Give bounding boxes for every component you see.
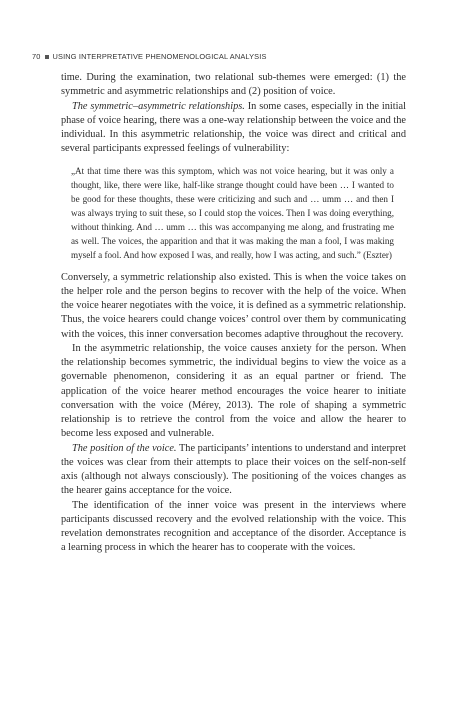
subtheme-heading-symmetric-asymmetric: The symmetric–asymmetric relationships.: [72, 100, 245, 112]
paragraph-5: [61, 442, 406, 499]
running-head: [32, 52, 267, 61]
paragraph-5-text: The participants’ intentions to understand and interpret the voices was clear from their attempts to place their voices on the self-non-self axis (although not always consciously). The positioning of the voices changes as the hearer gains acceptance for the voice.: [61, 442, 406, 497]
block-quote: „At that time there was this symptom, which was not voice hearing, but it was only a thought, like, there were like, half-like strange thought could have been … I wanted to be good for these thoughts, these were criticizing and such and … umm … and then I was always trying to suit these, so I could stop the voices. Then I was doing everything, without thinking. And … umm … this was accompanying me along, and frustrating me as well. The voices, the apparition and that it was making the man a fool, I was making myself a fool. And how exposed I was, and really, how I was acting, and such.” (Eszter): [71, 165, 394, 261]
body-text: [61, 71, 406, 556]
paragraph-2: [61, 100, 406, 157]
square-bullet-icon: [45, 55, 49, 59]
paragraph-1: time. During the examination, two relational sub-themes were emerged: (1) the symmetric and asymmetric relationships and (2) position of voice.: [61, 72, 406, 98]
page-number: 70: [32, 52, 41, 61]
paragraph-3: Conversely, a symmetric relationship also existed. This is when the voice takes on the helper role and the person begins to recover with the help of the voice. When the voice hearer negotiates with the voice, it is defined as a symmetric relationship. Thus, the voice hearers could change voices’ control over them by communicating with the voices, this inner conversation becomes adaptive throughout the recovery.: [61, 271, 406, 340]
paragraph-6: The identification of the inner voice was present in the interviews where participants discussed recovery and the evolved relationship with the voice. This revelation demonstrates recognition and acceptance of the disorder. Acceptance is a learning process in which the hearer has to cooperate with the voices.: [61, 499, 406, 554]
paragraph-2-text: In some cases, especially in the initial phase of voice hearing, there was a one-way relationship between the voice and the individual. In this asymmetric relationship, the voice was direct and critical and several participants expressed feelings of vulnerability:: [61, 100, 406, 155]
paragraph-4: In the asymmetric relationship, the voice causes anxiety for the person. When the relationship becomes symmetric, the individual begins to view the voice as a governable phenomenon, considering it as an equal partner or friend. The application of the voice hearer method encourages the voice hearer to initiate conversation with the voice (Mérey, 2013). The role of shaping a symmetric relationship is to retrieve the control from the voice and allow the hearer to become less exposed and vulnerable.: [61, 342, 406, 440]
subtheme-heading-position-of-voice: The position of the voice.: [72, 442, 177, 454]
running-head-title: USING INTERPRETATIVE PHENOMENOLOGICAL ANALYSIS: [52, 52, 267, 61]
